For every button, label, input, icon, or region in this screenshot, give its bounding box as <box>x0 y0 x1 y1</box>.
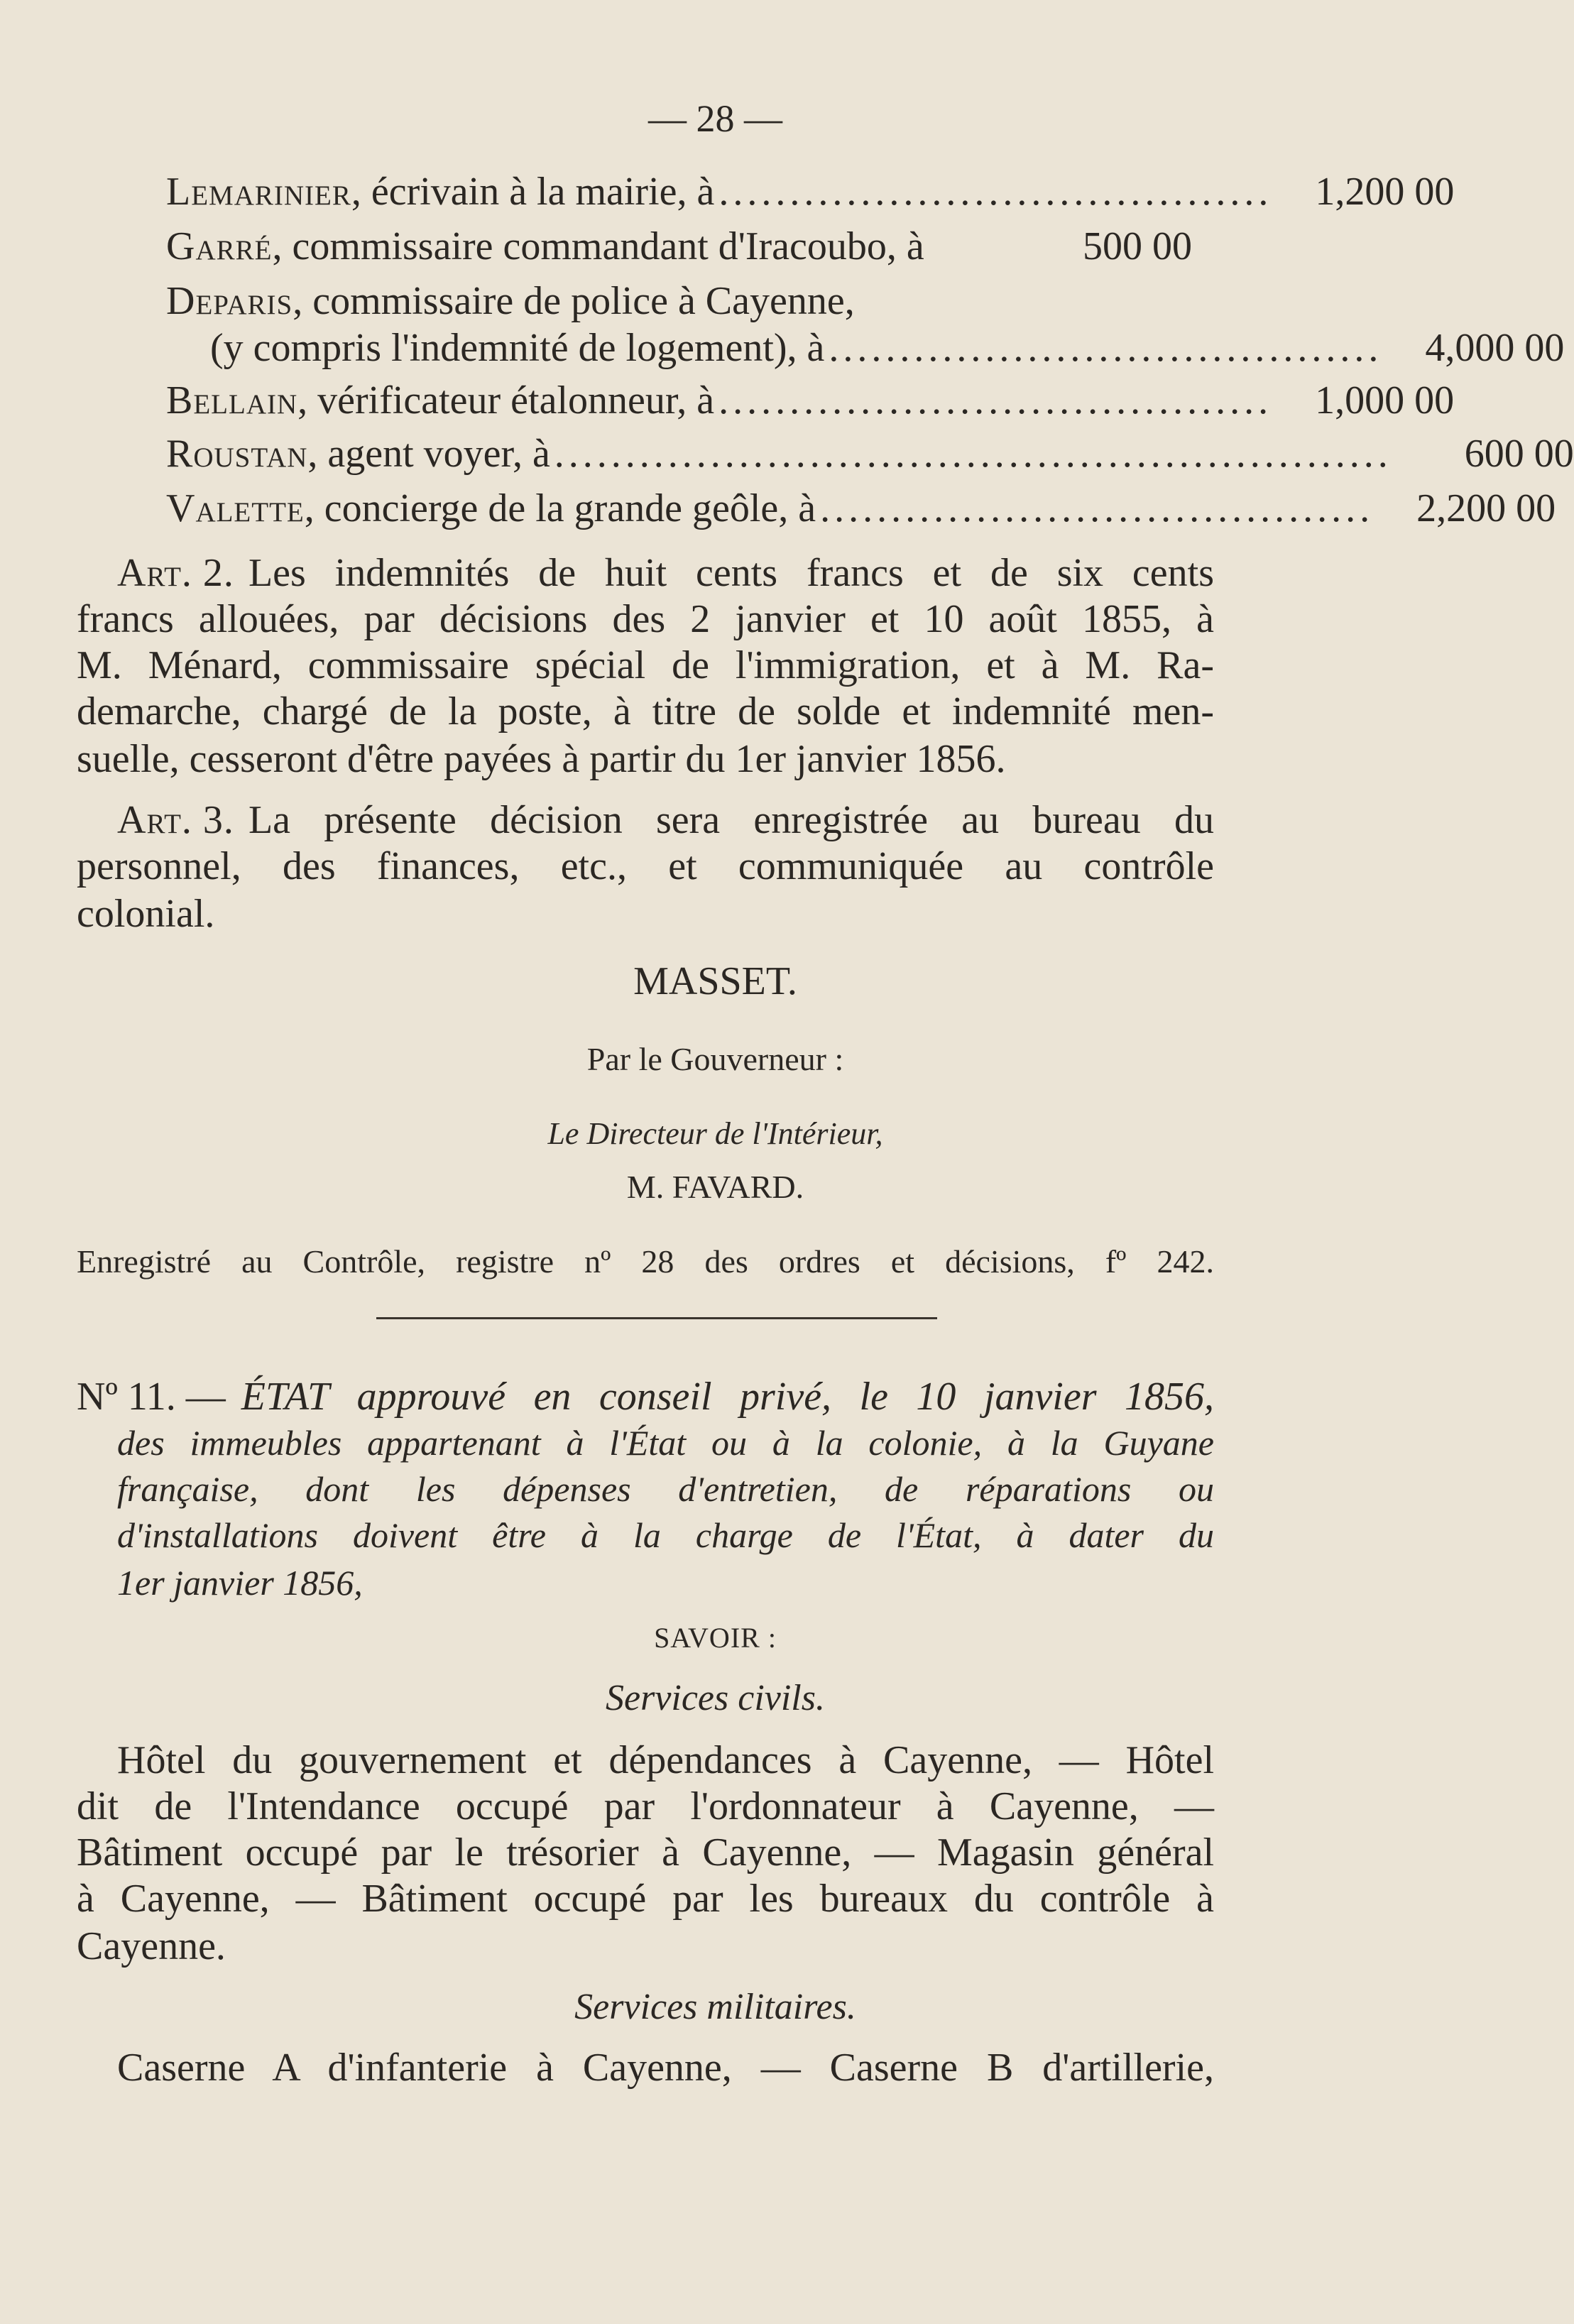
salary-row: Garré, commissaire commandant d'Iracoubo, à 500 00 <box>166 224 1192 268</box>
section-divider <box>376 1317 937 1319</box>
salary-row: Roustan, agent voyer, à ........................................................... 600 00 <box>166 432 1574 476</box>
signature-name: MASSET. <box>633 959 797 1003</box>
signature-director: M. FAVARD. <box>626 1169 804 1205</box>
salary-row: Bellain, vérificateur étalonneur, à ....................................... 1,000 00 <box>166 378 1455 422</box>
section-heading: Services militaires. <box>574 1987 856 2027</box>
document-page: — 28 — Lemarinier, écrivain à la mairie, à ....................................... 1,200 00 Garré, commissaire commandant d'Iracoubo, à 500 00 Deparis, commissaire de police à Cayenne, (y compris l'indemnité de logement), à ....................................... 4,000 00 Bellain, vérificateur étalonneur, à ....................................... 1,000 00 Roustan, agent voyer, à ........................................................... 600 00 Valette, concierge de la grande geôle, à ....................................... 2,200 00 Art. 2. Les indemnités de huit cents francs et de six cents francs allouées, par décisions des 2 janvier et 10 août 1855, à M. Ménard, commissaire spécial de l'immigration, et à M. Ra- demarche, chargé de la poste, à titre de solde et indemnité men- suelle, cesseront d'être payées à partir du 1er janvier 1856. Art. 3. La présente décision sera enregistrée au bureau du personnel, des finances, etc., et communiquée au contrôle colonial. MASSET. Par le Gouverneur : Le Directeur de l'Intérieur, M. FAVARD. Enregistré au Contrôle, registre nº 28 des ordres et décisions, fº 242. Nº 11. — ÉTAT approuvé en conseil privé, le 10 janvier 1856, des immeubles appartenant à l'État ou à la colonie, à la Guyane française, dont les dépenses d'entretien, de réparations ou d'installations doivent être à la charge de l'État, à dater du 1er janvier 1856, SAVOIR : Services civils. Hôtel du gouvernement et dépendances à Cayenne, — Hôtel dit de l'Intendance occupé par l'ordonnateur à Cayenne, — Bâtiment occupé par le trésorier à Cayenne, — Magasin général à Cayenne, — Bâtiment occupé par les bureaux du contrôle à Cayenne. Services militaires. Caserne A d'infanterie à Cayenne, — Caserne B d'artillerie, <box>0 0 1431 2324</box>
section-heading: Services civils. <box>606 1678 825 1718</box>
savoir-label: SAVOIR : <box>654 1622 777 1654</box>
registration-note: Enregistré au Contrôle, registre nº 28 des ordres et décisions, fº 242. <box>77 1243 1214 1280</box>
salary-row: Lemarinier, écrivain à la mairie, à ....................................... 1,200 00 <box>166 170 1455 214</box>
salary-row: (y compris l'indemnité de logement), à ....................................... 4,000 00 <box>210 326 1565 370</box>
page-number: — 28 — <box>648 97 782 140</box>
signature-role: Le Directeur de l'Intérieur, <box>547 1116 883 1151</box>
salary-row: Deparis, commissaire de police à Cayenne, <box>166 279 855 323</box>
signature-par: Par le Gouverneur : <box>586 1041 844 1077</box>
salary-row: Valette, concierge de la grande geôle, à ....................................... 2,200 00 <box>166 486 1556 530</box>
decree-number: Nº 11. — <box>77 1375 226 1419</box>
article-label: Art. 2. <box>117 551 234 595</box>
article-label: Art. 3. <box>117 798 234 842</box>
